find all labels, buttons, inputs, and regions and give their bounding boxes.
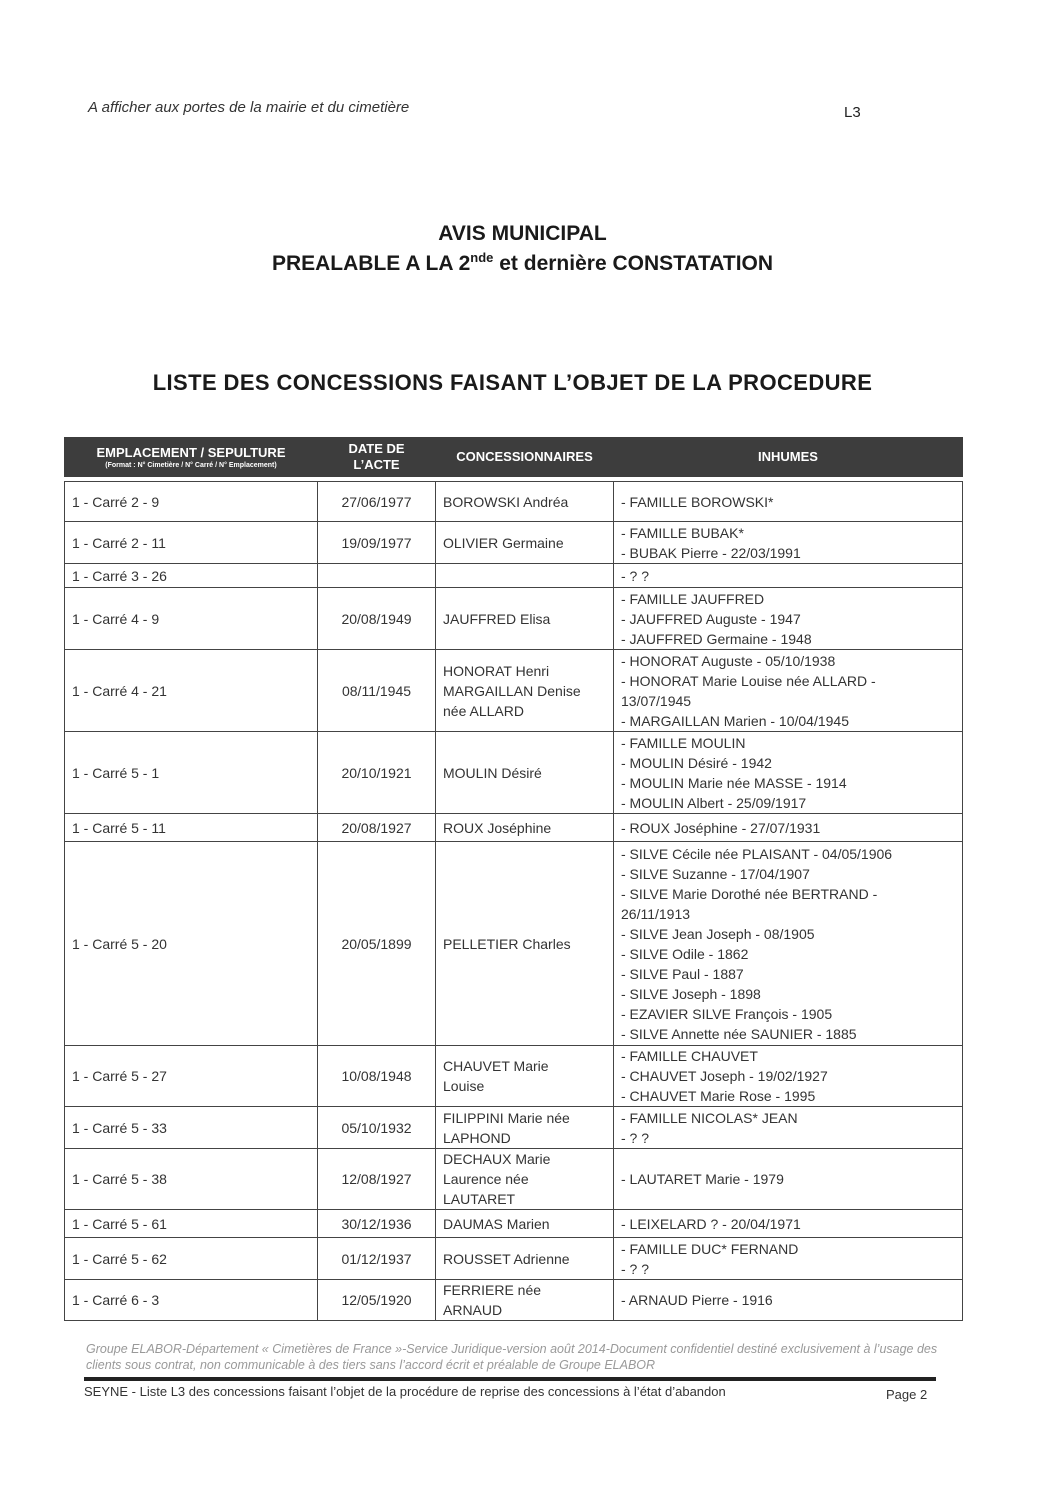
cell-location: 1 - Carré 5 - 38 (65, 1149, 318, 1210)
page-title: AVIS MUNICIPAL (438, 222, 607, 245)
concessionaire-line: MARGAILLAN Denise (443, 682, 581, 699)
cell-concessionaires (436, 1210, 614, 1238)
cell-inhumes (614, 814, 963, 842)
cell-location: 1 - Carré 2 - 9 (65, 482, 318, 522)
cell-location: 1 - Carré 5 - 33 (65, 1107, 318, 1149)
concessionaire-line: DAUMAS Marien (443, 1215, 550, 1232)
inhume-line: - SILVE Suzanne - 17/04/1907 (621, 865, 810, 882)
concessionaire-line: Laurence née (443, 1171, 529, 1187)
concessionaire-line: née ALLARD (443, 702, 524, 719)
cell-date: 12/08/1927 (318, 1149, 436, 1210)
inhume-line: - SILVE Odile - 1862 (621, 945, 749, 962)
table-row (65, 564, 963, 588)
header-date-line2: L’ACTE (353, 457, 400, 472)
cell-date: 10/08/1948 (318, 1046, 436, 1107)
cell-location: 1 - Carré 5 - 20 (65, 842, 318, 1046)
concessionaire-line: JAUFFRED Elisa (443, 610, 551, 627)
cell-date: 01/12/1937 (318, 1238, 436, 1280)
inhume-line: - SILVE Joseph - 1898 (621, 985, 761, 1002)
concessionaire-line: CHAUVET Marie (443, 1058, 549, 1074)
cell-concessionaires (436, 588, 614, 650)
cell-inhumes (614, 1280, 963, 1321)
cell-location: 1 - Carré 2 - 11 (65, 522, 318, 564)
inhume-line: - ? ? (621, 1129, 650, 1146)
table-row (65, 1046, 963, 1107)
inhume-line: - ? ? (621, 1260, 650, 1277)
cell-date: 12/05/1920 (318, 1280, 436, 1321)
document-reference: L3 (844, 104, 861, 121)
concessionaire-line: FILIPPINI Marie née (443, 1109, 570, 1126)
inhume-line: - FAMILLE NICOLAS* JEAN (621, 1109, 798, 1126)
inhume-line: - HONORAT Auguste - 05/10/1938 (621, 652, 836, 669)
concessionaire-line: BOROWSKI Andréa (443, 493, 569, 510)
inhume-line: - LEIXELARD ? - 20/04/1971 (621, 1215, 801, 1232)
inhume-line: - ARNAUD Pierre - 1916 (621, 1292, 773, 1308)
concessionaire-line: DECHAUX Marie (443, 1151, 551, 1167)
header-concessionaires: CONCESSIONNAIRES (436, 438, 614, 477)
cell-concessionaires (436, 842, 614, 1046)
concessionaire-line: ROUSSET Adrienne (443, 1250, 570, 1267)
cell-concessionaires (436, 1149, 614, 1210)
cell-date: 19/09/1977 (318, 522, 436, 564)
cell-concessionaires (436, 564, 614, 588)
concessionaire-line: FERRIERE née (443, 1282, 542, 1298)
inhume-line: - JAUFFRED Auguste - 1947 (621, 610, 801, 627)
cell-concessionaires (436, 1046, 614, 1107)
inhume-line: - BUBAK Pierre - 22/03/1991 (621, 544, 801, 561)
inhume-line: 13/07/1945 (621, 692, 692, 709)
inhume-line: - SILVE Paul - 1887 (621, 965, 744, 982)
header-inhumes: INHUMES (614, 438, 963, 477)
cell-date: 05/10/1932 (318, 1107, 436, 1149)
cell-location: 1 - Carré 5 - 62 (65, 1238, 318, 1280)
inhume-line: - FAMILLE BOROWSKI* (621, 493, 774, 510)
table-row (65, 522, 963, 564)
cell-location: 1 - Carré 4 - 21 (65, 650, 318, 732)
table-row (65, 588, 963, 650)
concessionaire-line: MOULIN Désiré (443, 764, 542, 781)
cell-date: 20/08/1949 (318, 588, 436, 650)
cell-location: 1 - Carré 5 - 27 (65, 1046, 318, 1107)
inhume-line: - MOULIN Marie née MASSE - 1914 (621, 774, 847, 791)
inhume-line: - SILVE Cécile née PLAISANT - 04/05/1906 (621, 845, 893, 862)
table-row (65, 732, 963, 814)
cell-concessionaires (436, 1280, 614, 1321)
table-row (65, 1149, 963, 1210)
cell-date: 20/10/1921 (318, 732, 436, 814)
cell-inhumes (614, 1046, 963, 1107)
cell-inhumes (614, 1238, 963, 1280)
table-row (65, 650, 963, 732)
cell-inhumes (614, 564, 963, 588)
cell-concessionaires (436, 1238, 614, 1280)
inhume-line: - FAMILLE BUBAK* (621, 524, 744, 541)
cell-location: 1 - Carré 5 - 1 (65, 732, 318, 814)
inhume-line: - FAMILLE CHAUVET (621, 1048, 758, 1064)
cell-concessionaires (436, 522, 614, 564)
table-row (65, 1107, 963, 1149)
header-location (65, 438, 318, 477)
header-date-line1: DATE DE (348, 441, 405, 456)
subtitle-prefix: PREALABLE A LA 2 (271, 252, 471, 275)
cell-inhumes (614, 650, 963, 732)
list-title: LISTE DES CONCESSIONS FAISANT L’OBJET DE LA PROCEDURE (152, 370, 873, 395)
cell-inhumes (614, 1210, 963, 1238)
table-body (65, 482, 963, 1321)
cell-inhumes (614, 842, 963, 1046)
subtitle-suffix: et dernière CONSTATATION (493, 252, 774, 275)
concessionaire-line: LAPHOND (443, 1129, 511, 1146)
inhume-line: - FAMILLE DUC* FERNAND (621, 1240, 799, 1257)
cell-date (318, 564, 436, 588)
table-header-row (65, 438, 963, 477)
cell-inhumes (614, 732, 963, 814)
concessionaire-line: HONORAT Henri (443, 662, 550, 679)
inhume-line: - LAUTARET Marie - 1979 (621, 1171, 784, 1187)
inhume-line: - CHAUVET Joseph - 19/02/1927 (621, 1068, 828, 1084)
inhume-line: - CHAUVET Marie Rose - 1995 (621, 1088, 816, 1104)
footer-document-title: SEYNE - Liste L3 des concessions faisant l’objet de la procédure de reprise des concessions à l’état d’abandon (84, 1384, 726, 1399)
header-date (318, 438, 436, 477)
cell-date: 20/08/1927 (318, 814, 436, 842)
inhume-line: - SILVE Marie Dorothé née BERTRAND - (621, 885, 878, 902)
concessionaire-line: OLIVIER Germaine (443, 534, 564, 551)
table-row (65, 482, 963, 522)
posting-note: A afficher aux portes de la mairie et du cimetière (88, 99, 410, 116)
inhume-line: - FAMILLE MOULIN (621, 734, 746, 751)
concessions-table (64, 437, 963, 1321)
cell-concessionaires (436, 650, 614, 732)
cell-concessionaires (436, 814, 614, 842)
inhume-line: - SILVE Jean Joseph - 08/1905 (621, 925, 815, 942)
inhume-line: - EZAVIER SILVE François - 1905 (621, 1005, 833, 1022)
concessionaire-line: LAUTARET (443, 1191, 516, 1207)
table-row (65, 1280, 963, 1321)
table-row (65, 842, 963, 1046)
cell-location: 1 - Carré 5 - 11 (65, 814, 318, 842)
table-row (65, 1210, 963, 1238)
inhume-line: - MARGAILLAN Marien - 10/04/1945 (621, 712, 849, 729)
cell-inhumes (614, 482, 963, 522)
table-row (65, 1238, 963, 1280)
cell-date: 20/05/1899 (318, 842, 436, 1046)
inhume-line: - HONORAT Marie Louise née ALLARD - (621, 672, 876, 689)
cell-concessionaires (436, 482, 614, 522)
inhume-line: - FAMILLE JAUFFRED (621, 590, 765, 607)
cell-concessionaires (436, 732, 614, 814)
inhume-line: - ? ? (621, 567, 650, 584)
footer-divider (84, 1377, 936, 1381)
concessionaire-line: ARNAUD (443, 1302, 503, 1318)
cell-inhumes (614, 588, 963, 650)
cell-location: 1 - Carré 3 - 26 (65, 564, 318, 588)
cell-concessionaires (436, 1107, 614, 1149)
page-number: Page 2 (886, 1387, 928, 1402)
page-subtitle (0, 250, 1045, 276)
table-row (65, 814, 963, 842)
concessionaire-line: Louise (443, 1078, 485, 1094)
inhume-line: - JAUFFRED Germaine - 1948 (621, 630, 812, 647)
concessionaire-line: ROUX Joséphine (443, 819, 552, 836)
cell-date: 30/12/1936 (318, 1210, 436, 1238)
footer-legal-notice: Groupe ELABOR-Département « Cimetières de France »-Service Juridique-version août 2014-Document confidentiel destiné exclusivement à l’usage des clients sous contrat, non communicable à des tiers sans l’accord écrit et préalable de Groupe ELABOR (86, 1342, 938, 1372)
header-location-format: (Format : N° Cimetière / N° Carré / N° Emplacement) (105, 461, 277, 469)
inhume-line: - MOULIN Albert - 25/09/1917 (621, 794, 807, 811)
cell-inhumes (614, 1107, 963, 1149)
cell-inhumes (614, 1149, 963, 1210)
cell-inhumes (614, 522, 963, 564)
cell-date: 27/06/1977 (318, 482, 436, 522)
inhume-line: 26/11/1913 (621, 905, 691, 922)
cell-location: 1 - Carré 5 - 61 (65, 1210, 318, 1238)
inhume-line: - MOULIN Désiré - 1942 (621, 754, 772, 771)
cell-date: 08/11/1945 (318, 650, 436, 732)
header-location-label: EMPLACEMENT / SEPULTURE (96, 444, 286, 460)
cell-location: 1 - Carré 6 - 3 (65, 1280, 318, 1321)
inhume-line: - ROUX Joséphine - 27/07/1931 (621, 819, 821, 836)
subtitle-superscript: nde (470, 250, 494, 265)
inhume-line: - SILVE Annette née SAUNIER - 1885 (621, 1025, 857, 1042)
cell-location: 1 - Carré 4 - 9 (65, 588, 318, 650)
concessionaire-line: PELLETIER Charles (443, 935, 571, 952)
